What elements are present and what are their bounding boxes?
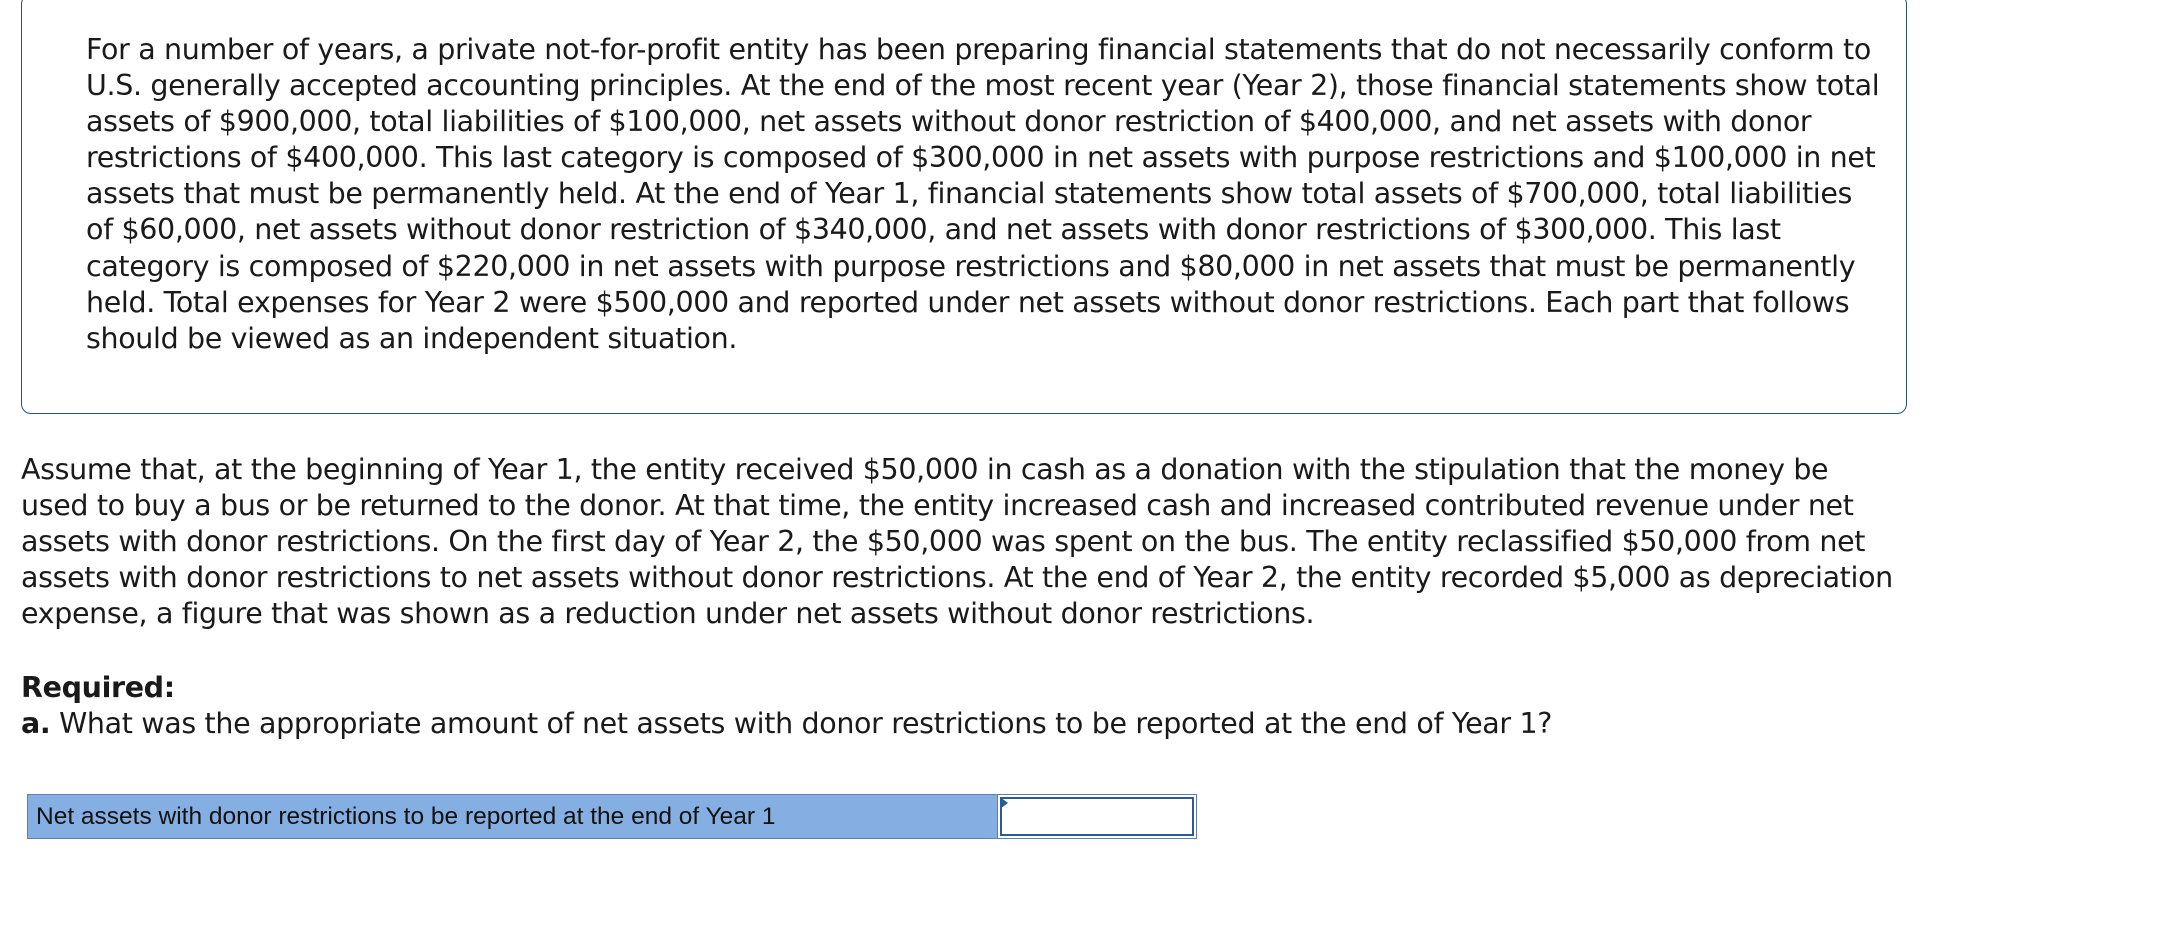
answer-cell[interactable] <box>998 795 1196 838</box>
answer-row-label: Net assets with donor restrictions to be reported at the end of Year 1 <box>28 795 998 838</box>
required-heading: Required: <box>21 671 175 704</box>
question-a <box>21 706 1552 742</box>
question-text: What was the appropriate amount of net assets with donor restrictions to be reported at the end of Year 1? <box>59 707 1553 740</box>
scenario-text: For a number of years, a private not-for-profit entity has been preparing financial statements that do not necessarily conform to U.S. generally accepted accounting principles. At the end of the most recent year (Year 2), those financial statements show total assets of $900,000, total liabilities of $100,000, net assets without donor restriction of $400,000, and net assets with donor restrictions of $400,000. This last category is composed of $300,000 in net assets with purpose restrictions and $100,000 in net assets that must be permanently held. At the end of Year 1, financial statements show total assets of $700,000, total liabilities of $60,000, net assets without donor restriction of $340,000, and net assets with donor restrictions of $300,000. This last category is composed of $220,000 in net assets with purpose restrictions and $80,000 in net assets that must be permanently held. Total expenses for Year 2 were $500,000 and reported under net assets without donor restrictions. Each part that follows should be viewed as an independent situation. <box>86 33 1880 355</box>
question-part-letter: a. <box>21 707 51 740</box>
answer-row <box>27 794 1197 839</box>
flag-marker-icon <box>1000 797 1008 809</box>
assumption-text: Assume that, at the beginning of Year 1, the entity received $50,000 in cash as a donation with the stipulation that the money be used to buy a bus or be returned to the donor. At that time, the entity increased cash and increased contributed revenue under net assets with donor restrictions. On the first day of Year 2, the $50,000 was spent on the bus. The entity reclassified $50,000 from net assets with donor restrictions to net assets without donor restrictions. At the end of Year 2, the entity recorded $5,000 as depreciation expense, a figure that was shown as a reduction under net assets without donor restrictions. <box>21 453 1893 631</box>
answer-input[interactable] <box>1000 797 1194 836</box>
